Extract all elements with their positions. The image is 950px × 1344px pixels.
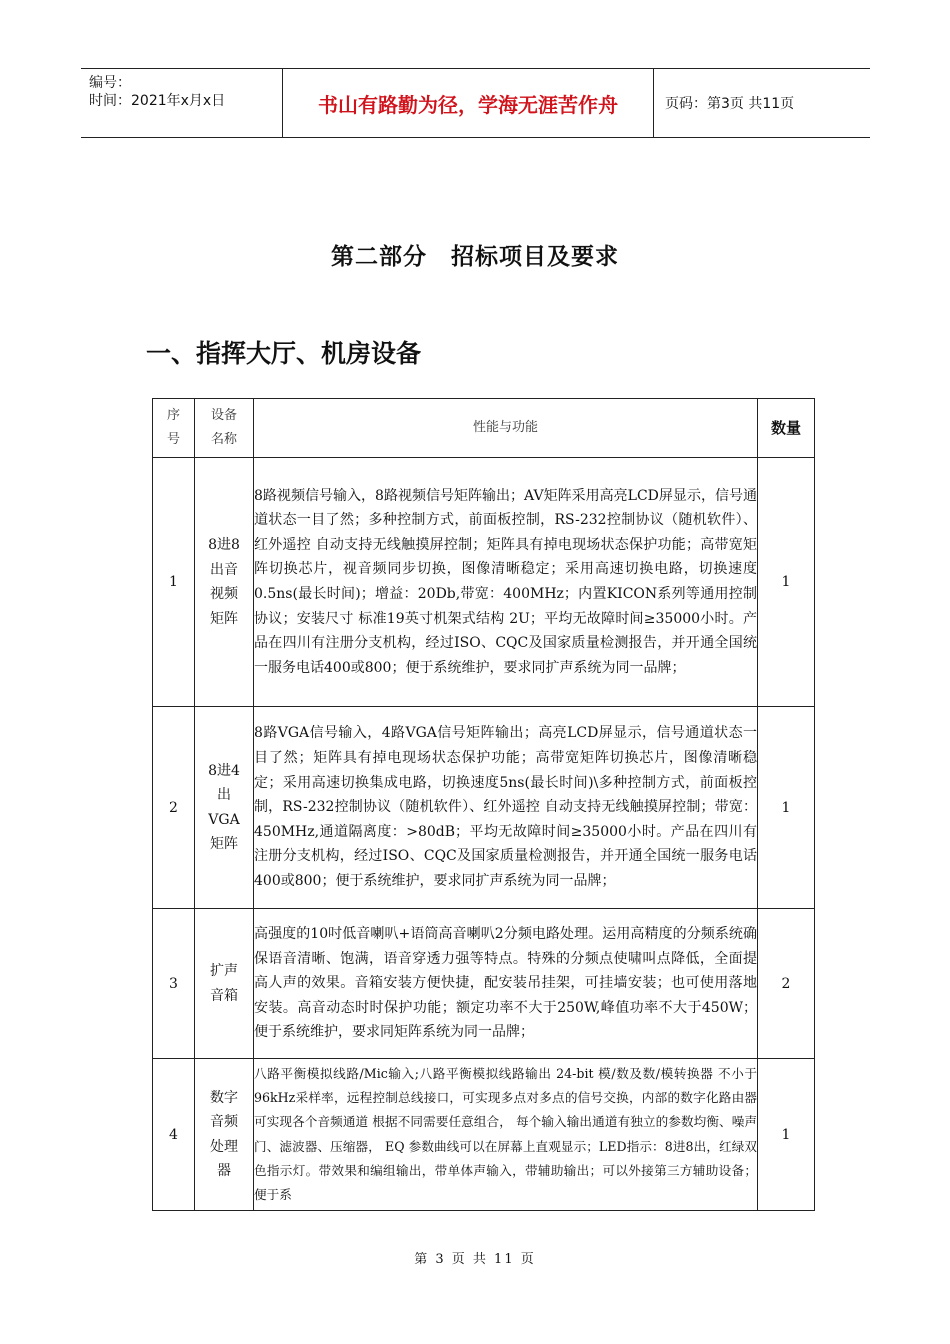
row-qty: 1 xyxy=(758,458,815,707)
page-footer: 第 3 页 共 11 页 xyxy=(414,1252,536,1267)
header-qty: 数量 xyxy=(758,399,815,458)
row-desc: 8路视频信号输入，8路视频信号矩阵输出；AV矩阵采用高亮LCD屏显示，信号通道状态一目了然；多种控制方式，前面板控制，RS-232控制协议（随机软件）、红外遥控 自动支持无线触摸屏控制；矩阵具有掉电现场状态保护功能；高带宽矩阵切换芯片，视音频同步切换，图像清晰稳定；采用高速切换电路，切换速度 0.5ns(最长时间)；增益：20Db,带宽：400MHz；内置KICON系列等通用控制协议；安装尺寸 标准19英寸机架式结构 2U；平均无故障时间≥35000小时。产品在四川有注册分支机构，经过ISO、CQC及国家质量检测报告，并开通全国统一服务电话400或800；便于系统维护，要求同扩声系统为同一品牌； xyxy=(254,458,758,707)
part-title: 第二部分 招标项目及要求 xyxy=(331,244,619,270)
document-header xyxy=(81,68,870,138)
number-label: 编号： xyxy=(89,75,131,91)
row-qty: 2 xyxy=(758,909,815,1059)
table-header-row xyxy=(153,399,815,458)
equipment-table xyxy=(152,398,815,1211)
row-no: 3 xyxy=(153,909,195,1059)
row-no: 4 xyxy=(153,1059,195,1211)
table-row xyxy=(153,458,815,707)
row-name: 8进4出VGA矩阵 xyxy=(195,707,254,909)
row-no: 2 xyxy=(153,707,195,909)
header-name: 设备名称 xyxy=(195,399,254,458)
header-page-info: 页码：第3页 共11页 xyxy=(665,96,795,112)
row-qty: 1 xyxy=(758,1059,815,1211)
date-label: 时间：2021年x月x日 xyxy=(89,93,226,109)
row-name: 数字音频处理器 xyxy=(195,1059,254,1211)
row-no: 1 xyxy=(153,458,195,707)
header-meta xyxy=(81,69,283,137)
row-desc: 高强度的10吋低音喇叭+语筒高音喇叭2分频电路处理。运用高精度的分频系统确保语音清晰、饱满，语音穿透力强等特点。特殊的分频点使啸叫点降低，全面提高人声的效果。音箱安装方便快捷，配安装吊挂架，可挂墙安装；也可使用落地安装。高音动态时时保护功能；额定功率不大于250W,峰值功率不大于450W；便于系统维护，要求同矩阵系统为同一品牌； xyxy=(254,909,758,1059)
row-name: 扩声音箱 xyxy=(195,909,254,1059)
header-no: 序号 xyxy=(153,399,195,458)
row-desc: 八路平衡模拟线路/Mic输入;八路平衡模拟线路输出 24-bit 模/数及数/模转换器 不小于96kHz采样率，远程控制总线接口，可实现多点对多点的信号交换，内部的数字化路由器可实现各个音频通道 根据不同需要任意组合， 每个输入输出通道有独立的参数均衡、噪声门、滤波器、压缩器， EQ 参数曲线可以在屏幕上直观显示；LED指示：8进8出，红绿双色指示灯。带效果和编组输出，带单体声输入，带辅助输出；可以外接第三方辅助设备；便于系 xyxy=(254,1059,758,1211)
table-row xyxy=(153,707,815,909)
row-desc: 8路VGA信号输入，4路VGA信号矩阵输出；高亮LCD屏显示，信号通道状态一目了然；矩阵具有掉电现场状态保护功能；高带宽矩阵切换芯片，图像清晰稳定；采用高速切换集成电路，切换速度5ns(最长时间)\多种控制方式，前面板控制，RS-232控制协议（随机软件）、红外遥控 自动支持无线触摸屏控制；带宽：450MHz,通道隔离度：>80dB；平均无故障时间≥35000小时。产品在四川有注册分支机构，经过ISO、CQC及国家质量检测报告，并开通全国统一服务电话400或800；便于系统维护，要求同扩声系统为同一品牌； xyxy=(254,707,758,909)
section-title: 一、指挥大厅、机房设备 xyxy=(146,339,422,368)
row-name: 8进8出音视频矩阵 xyxy=(195,458,254,707)
header-motto: 书山有路勤为径，学海无涯苦作舟 xyxy=(283,69,654,137)
row-qty: 1 xyxy=(758,707,815,909)
table-row xyxy=(153,909,815,1059)
table-row xyxy=(153,1059,815,1211)
header-desc: 性能与功能 xyxy=(254,399,758,458)
